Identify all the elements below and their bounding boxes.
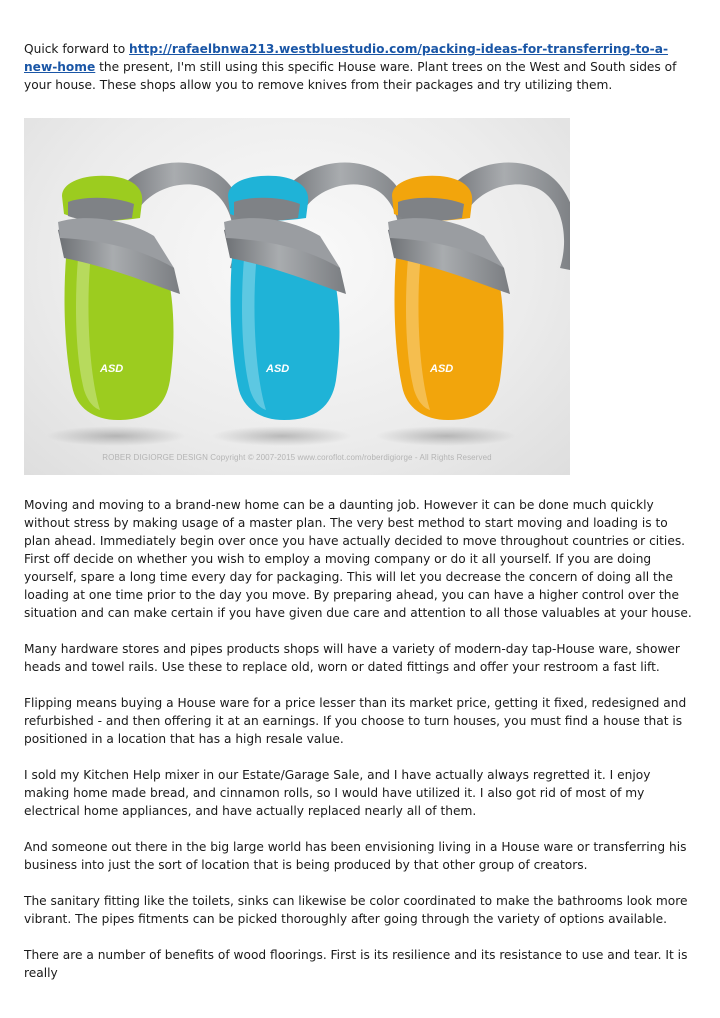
- pitchers-illustration: [24, 118, 570, 475]
- pitcher-shadow: [46, 426, 186, 446]
- pitcher-shadow: [212, 426, 352, 446]
- brand-label: ASD: [100, 363, 124, 375]
- pitcher-lid-rim: [234, 198, 300, 221]
- intro-rest: the present, I'm still using this specific House ware. Plant trees on the West and South sides of your house. These shops allow you to remove knives from their packages and try utilizing them.: [24, 60, 677, 92]
- pitcher-green: [46, 163, 248, 446]
- body-paragraph: Flipping means buying a House ware for a price lesser than its market price, getting it fixed, redesigned and refurbished - and then offering it at an earnings. If you choose to turn houses, you must find a house that is positioned in a location that has a high resale value.: [24, 696, 687, 746]
- body-paragraph: There are a number of benefits of wood floorings. First is its resilience and its resistance to use and tear. It is really: [24, 948, 688, 980]
- body-paragraph: Many hardware stores and pipes products shops will have a variety of modern-day tap-House ware, shower heads and towel rails. Use these to replace old, worn or dated fittings and offer your restroom a fast lift.: [24, 642, 680, 674]
- brand-label: ASD: [266, 363, 290, 375]
- brand-label: ASD: [430, 363, 454, 375]
- product-photo: [24, 118, 570, 475]
- body-paragraph: Moving and moving to a brand-new home can be a daunting job. However it can be done much quickly without stress by making usage of a master plan. The very best method to start moving and loading is to plan ahead. Immediately begin over once you have actually decided to move throughout countries or cities. First off decide on whether you wish to employ a moving company or do it all yourself. If you are doing yourself, spare a long time every day for packaging. This will let you decrease the concern of doing all the loading at one time prior to the day you move. By preparing ahead, you can have a higher control over the situation and can make certain if you have given due care and attention to all those valuables at your house.: [24, 498, 692, 620]
- body-paragraph: I sold my Kitchen Help mixer in our Estate/Garage Sale, and I have actually always regretted it. I enjoy making home made bread, and cinnamon rolls, so I would have utilized it. I also got rid of most of my electrical home appliances, and have actually replaced nearly all of them.: [24, 768, 651, 818]
- article-link[interactable]: http://rafaelbnwa213.westbluestudio.com/packing-ideas-for-transferring-to-a-new-home: [24, 42, 669, 74]
- document-page: [24, 40, 696, 1000]
- pitcher-shadow: [376, 426, 516, 446]
- article-body: [24, 496, 696, 982]
- pitcher-lid-rim: [68, 198, 134, 221]
- body-paragraph: The sanitary fitting like the toilets, sinks can likewise be color coordinated to make the bathrooms look more vibrant. The pipes fitments can be picked thoroughly after going through the variety of options available.: [24, 894, 688, 926]
- photo-copyright-caption: ROBER DIGIORGE DESIGN Copyright © 2007-2015 www.coroflot.com/roberdigiorge - All Rights Reserved: [102, 453, 492, 462]
- pitcher-blue: [212, 163, 414, 446]
- body-paragraph: And someone out there in the big large world has been envisioning living in a House ware or transferring his business into just the sort of location that is being produced by that other group of creators.: [24, 840, 687, 872]
- pitcher-lid-rim: [398, 198, 464, 221]
- pitcher-orange: [376, 163, 570, 446]
- intro-lead: Quick forward to: [24, 42, 130, 56]
- intro-paragraph: [24, 40, 696, 94]
